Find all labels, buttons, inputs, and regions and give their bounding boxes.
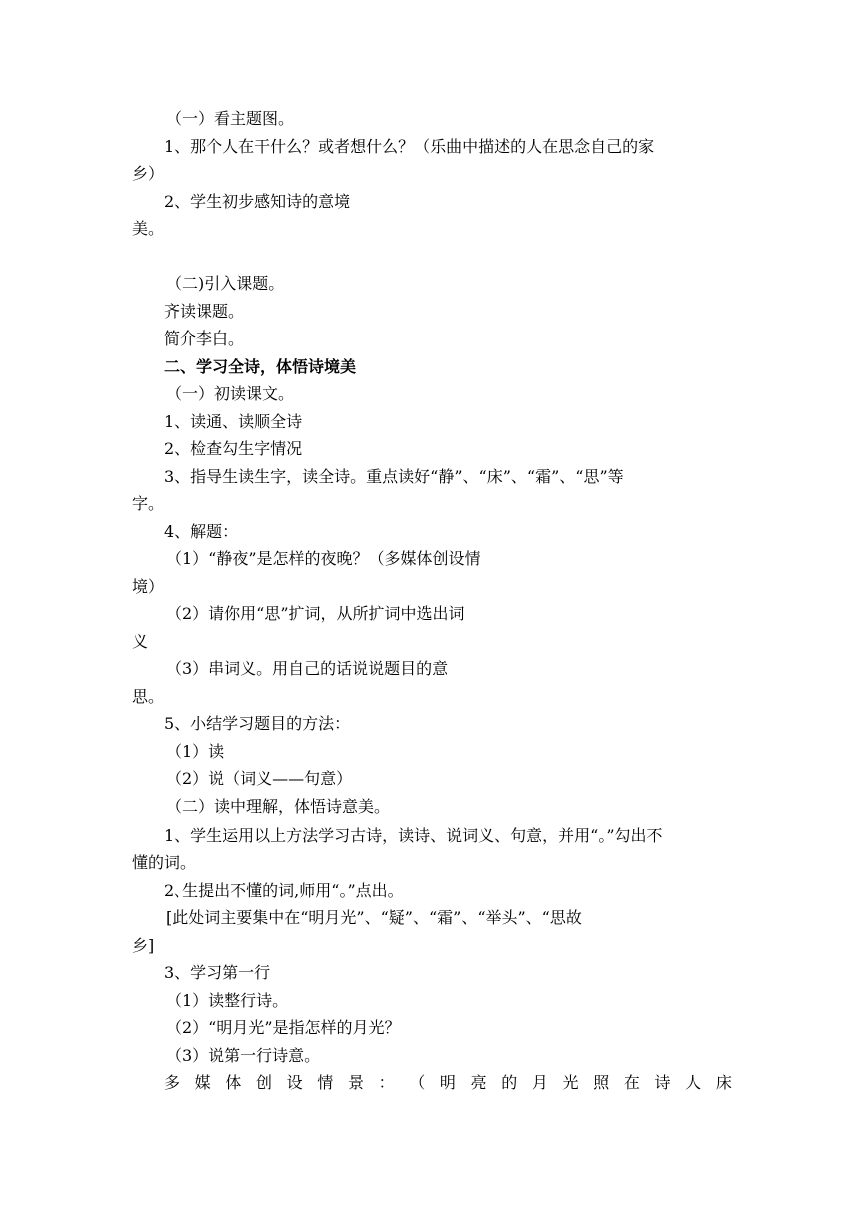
paragraph-line: （2）请你用“思”扩词，从所扩词中选出词 bbox=[166, 604, 465, 623]
paragraph-line: 2､生提出不懂的词,师用“。”点出。 bbox=[164, 881, 404, 900]
justified-char: 床 bbox=[715, 1073, 732, 1092]
section-heading-1: （一）看主题图。 bbox=[166, 109, 295, 128]
paragraph-line: 字。 bbox=[132, 494, 165, 513]
justified-char: 多 bbox=[164, 1073, 181, 1092]
paragraph-line: 境） bbox=[132, 577, 165, 596]
paragraph-line: 5、小结学习题目的方法： bbox=[164, 714, 351, 733]
paragraph-line: 齐读课题。 bbox=[164, 302, 245, 321]
paragraph-line: 乡] bbox=[132, 936, 155, 955]
paragraph-line: 乡） bbox=[132, 164, 165, 183]
paragraph-line: （2）说（词义——句意） bbox=[166, 769, 353, 788]
paragraph-line: 3、学习第一行 bbox=[164, 963, 271, 982]
justified-char: （ bbox=[409, 1073, 426, 1092]
justified-char: 明 bbox=[439, 1073, 456, 1092]
section-heading-2: （二)引入课题。 bbox=[166, 274, 285, 293]
paragraph-line: 2、学生初步感知诗的意境 bbox=[164, 192, 351, 211]
paragraph-line: （1）读整行诗。 bbox=[166, 991, 289, 1010]
section-heading-3: （一）初读课文。 bbox=[166, 384, 295, 403]
justified-char: 媒 bbox=[194, 1073, 211, 1092]
justified-char: 情 bbox=[317, 1073, 334, 1092]
paragraph-line: 1、读通、读顺全诗 bbox=[164, 412, 303, 431]
justified-char: 人 bbox=[685, 1073, 702, 1092]
justified-char: 诗 bbox=[654, 1073, 671, 1092]
justified-char: 的 bbox=[501, 1073, 518, 1092]
paragraph-line: 简介李白。 bbox=[164, 329, 245, 348]
justified-line bbox=[164, 1073, 732, 1093]
paragraph-line: [此处词主要集中在“明月光”、“疑”、“霜”、“举头”、“思故 bbox=[166, 908, 582, 927]
paragraph-line: （3）说第一行诗意。 bbox=[166, 1046, 321, 1065]
paragraph-line: 1、那个人在干什么？或者想什么？（乐曲中描述的人在思念自己的家 bbox=[164, 137, 655, 156]
paragraph-line: （1）“静夜”是怎样的夜晚？（多媒体创设情 bbox=[166, 549, 481, 568]
justified-char: 体 bbox=[225, 1073, 242, 1092]
justified-char: 亮 bbox=[470, 1073, 487, 1092]
paragraph-line: 义 bbox=[132, 632, 149, 651]
paragraph-line: 思。 bbox=[132, 687, 165, 706]
justified-char: 设 bbox=[286, 1073, 303, 1092]
chapter-heading: 二、学习全诗，体悟诗境美 bbox=[164, 357, 357, 376]
paragraph-line: （1）读 bbox=[166, 742, 225, 761]
paragraph-line: 2、检查勾生字情况 bbox=[164, 439, 303, 458]
section-heading-4: （二）读中理解，体悟诗意美。 bbox=[166, 797, 391, 816]
paragraph-line: 4、解题： bbox=[164, 522, 239, 541]
justified-char: 创 bbox=[255, 1073, 272, 1092]
justified-char: 照 bbox=[593, 1073, 610, 1092]
paragraph-line: 3、指导生读生字，读全诗。重点读好“静”、“床”、“霜”、“思”等 bbox=[164, 467, 624, 486]
paragraph-line: 美。 bbox=[132, 219, 165, 238]
paragraph-line: 1、学生运用以上方法学习古诗，读诗、说词义、句意，并用“。”勾出不 bbox=[164, 826, 663, 845]
paragraph-line: （2）“明月光”是指怎样的月光？ bbox=[166, 1018, 401, 1037]
justified-char: 在 bbox=[623, 1073, 640, 1092]
paragraph-line: 懂的词。 bbox=[132, 853, 197, 872]
justified-char: ： bbox=[378, 1073, 395, 1092]
justified-char: 光 bbox=[562, 1073, 579, 1092]
justified-char: 景 bbox=[347, 1073, 364, 1092]
justified-char: 月 bbox=[531, 1073, 548, 1092]
paragraph-line: （3）串词义。用自己的话说说题目的意 bbox=[166, 659, 449, 678]
